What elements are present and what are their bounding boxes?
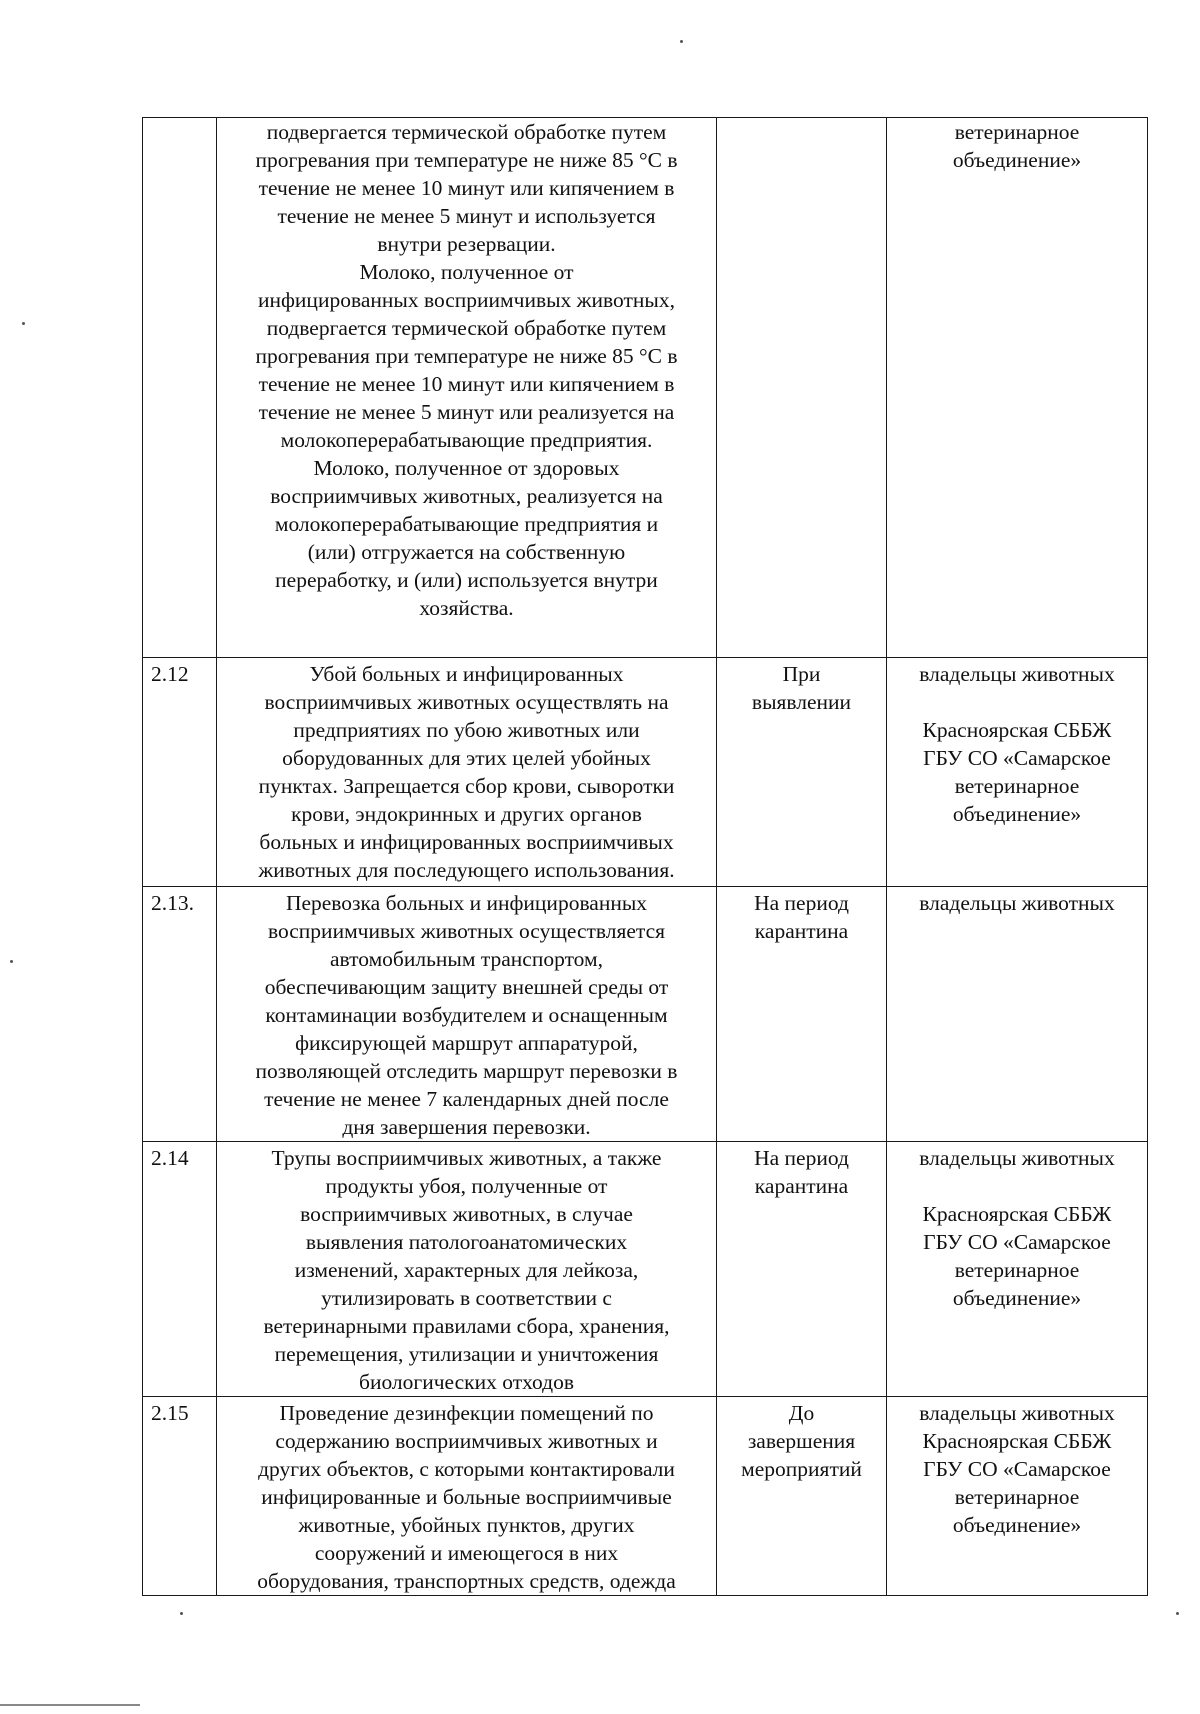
measure-term (717, 118, 887, 658)
scan-speck (22, 322, 25, 325)
text-line: позволяющей отследить маршрут перевозки в (255, 1059, 678, 1083)
text-line: молокоперерабатывающие предприятия и (274, 512, 659, 536)
term-line: карантина (754, 1174, 849, 1198)
resp-line: ГБУ СО «Самарское (923, 1457, 1111, 1481)
resp-line: объединение» (952, 1286, 1082, 1310)
text-line: обеспечивающим защиту внешней среды от (264, 975, 669, 999)
measure-term (717, 1142, 887, 1397)
term-line: На период (754, 891, 849, 915)
measure-text (217, 1397, 717, 1596)
text-line: подвергается термической обработке путем (266, 316, 667, 340)
text-line: предприятиях по убою животных или (293, 718, 640, 742)
row-number (143, 118, 217, 658)
table-row (143, 1142, 1148, 1397)
scan-speck (680, 40, 683, 43)
measure-text (217, 887, 717, 1142)
table-row (143, 658, 1148, 887)
text-line: восприимчивых животных осуществлять на (264, 690, 669, 714)
measure-responsible (887, 658, 1148, 887)
text-line: течение не менее 10 минут или кипячением в (258, 372, 675, 396)
resp-line: владельцы животных (919, 891, 1115, 915)
measure-text (217, 1142, 717, 1397)
text-line: прогревания при температуре не ниже 85 °С в (255, 148, 678, 172)
measure-term (717, 1397, 887, 1596)
text-line: ветеринарными правилами сбора, хранения, (263, 1314, 670, 1338)
text-line: течение не менее 7 календарных дней после (264, 1087, 669, 1111)
text-line: подвергается термической обработке путем (266, 120, 667, 144)
resp-line: владельцы животных (919, 1146, 1115, 1170)
resp-line: объединение» (952, 802, 1082, 826)
measure-term (717, 658, 887, 887)
text-line: течение не менее 5 минут или реализуется на (258, 400, 675, 424)
text-line: больных и инфицированных восприимчивых (259, 830, 674, 854)
text-line: дня завершения перевозки. (342, 1115, 591, 1139)
text-line: Молоко, полученное от (359, 260, 574, 284)
text-line: автомобильным транспортом, (329, 947, 604, 971)
text-line: инфицированных восприимчивых животных, (257, 288, 675, 312)
measure-responsible (887, 1397, 1148, 1596)
resp-line: ветеринарное (954, 1485, 1080, 1509)
text-line: молокоперерабатывающие предприятия. (280, 428, 653, 452)
text-line: восприимчивых животных, реализуется на (270, 484, 663, 508)
text-line: крови, эндокринных и других органов (291, 802, 642, 826)
text-line: Проведение дезинфекции помещений по (279, 1401, 654, 1425)
text-line: течение не менее 5 минут и используется (277, 204, 656, 228)
resp-line: ветеринарное (954, 774, 1080, 798)
measure-term (717, 887, 887, 1142)
resp-line: Красноярская СББЖ (922, 718, 1112, 742)
resp-line: объединение» (952, 148, 1082, 172)
row-number: 2.12 (143, 658, 217, 887)
text-line: течение не менее 10 минут или кипячением в (258, 176, 675, 200)
resp-spacer (891, 688, 1143, 716)
text-line: животные, убойных пунктов, других (298, 1513, 635, 1537)
text-line: изменений, характерных для лейкоза, (294, 1258, 639, 1282)
text-line: хозяйства. (419, 596, 514, 620)
table-row (143, 1397, 1148, 1596)
text-line: содержанию восприимчивых животных и (275, 1429, 658, 1453)
resp-line: ветеринарное (954, 120, 1080, 144)
text-line: восприимчивых животных, в случае (300, 1202, 633, 1226)
text-line: Трупы восприимчивых животных, а также (271, 1146, 662, 1170)
scan-speck (10, 960, 13, 963)
resp-line: Красноярская СББЖ (922, 1202, 1112, 1226)
resp-spacer (891, 1172, 1143, 1200)
text-line: перемещения, утилизации и уничтожения (274, 1342, 659, 1366)
text-line: Перевозка больных и инфицированных (285, 891, 648, 915)
table-row (143, 118, 1148, 658)
text-line: фиксирующей маршрут аппаратурой, (295, 1031, 638, 1055)
resp-line: Красноярская СББЖ (922, 1429, 1112, 1453)
text-line: Молоко, полученное от здоровых (313, 456, 620, 480)
scan-speck (1176, 1612, 1179, 1615)
measure-responsible (887, 118, 1148, 658)
resp-line: владельцы животных (919, 662, 1115, 686)
text-line: других объектов, с которыми контактировали (258, 1457, 675, 1481)
text-line: восприимчивых животных осуществляется (267, 919, 666, 943)
text-line: сооружений и имеющегося в них (314, 1541, 619, 1565)
text-line: продукты убоя, полученные от (325, 1174, 608, 1198)
text-line: (или) отгружается на собственную (307, 540, 626, 564)
resp-line: владельцы животных (919, 1401, 1115, 1425)
text-line: утилизировать в соответствии с (321, 1286, 612, 1310)
text-line: инфицированные и больные восприимчивые (261, 1485, 672, 1509)
measure-text (217, 118, 717, 658)
measure-text (217, 658, 717, 887)
term-line: завершения (747, 1429, 856, 1453)
row-number: 2.13. (143, 887, 217, 1142)
resp-line: ГБУ СО «Самарское (923, 1230, 1111, 1254)
term-line: На период (754, 1146, 849, 1170)
text-line: оборудования, транспортных средств, одежда (257, 1569, 676, 1593)
text-line: биологических отходов (359, 1370, 574, 1394)
text-line: контаминации возбудителем и оснащенным (265, 1003, 668, 1027)
term-line: карантина (754, 919, 849, 943)
text-line: прогревания при температуре не ниже 85 °С в (255, 344, 678, 368)
text-line: оборудованных для этих целей убойных (282, 746, 651, 770)
text-line: внутри резервации. (377, 232, 556, 256)
measure-responsible (887, 1142, 1148, 1397)
term-line: мероприятий (741, 1457, 862, 1481)
row-number: 2.14 (143, 1142, 217, 1397)
resp-line: ветеринарное (954, 1258, 1080, 1282)
term-line: выявлении (751, 690, 852, 714)
measures-table-body (143, 118, 1148, 1596)
text-line: Убой больных и инфицированных (309, 662, 624, 686)
resp-line: объединение» (952, 1513, 1082, 1537)
text-line: животных для последующего использования. (258, 858, 675, 882)
scan-speck (180, 1612, 183, 1615)
resp-line: ГБУ СО «Самарское (923, 746, 1111, 770)
measure-responsible (887, 887, 1148, 1142)
scan-edge-mark (0, 1704, 140, 1706)
text-line: переработку, и (или) используется внутри (275, 568, 658, 592)
row-number: 2.15 (143, 1397, 217, 1596)
text-line: пунктах. Запрещается сбор крови, сыворотки (258, 774, 675, 798)
table-row (143, 887, 1148, 1142)
term-line: До (788, 1401, 815, 1425)
measures-table (142, 117, 1148, 1596)
term-line: При (782, 662, 821, 686)
text-line: выявления патологоанатомических (305, 1230, 628, 1254)
